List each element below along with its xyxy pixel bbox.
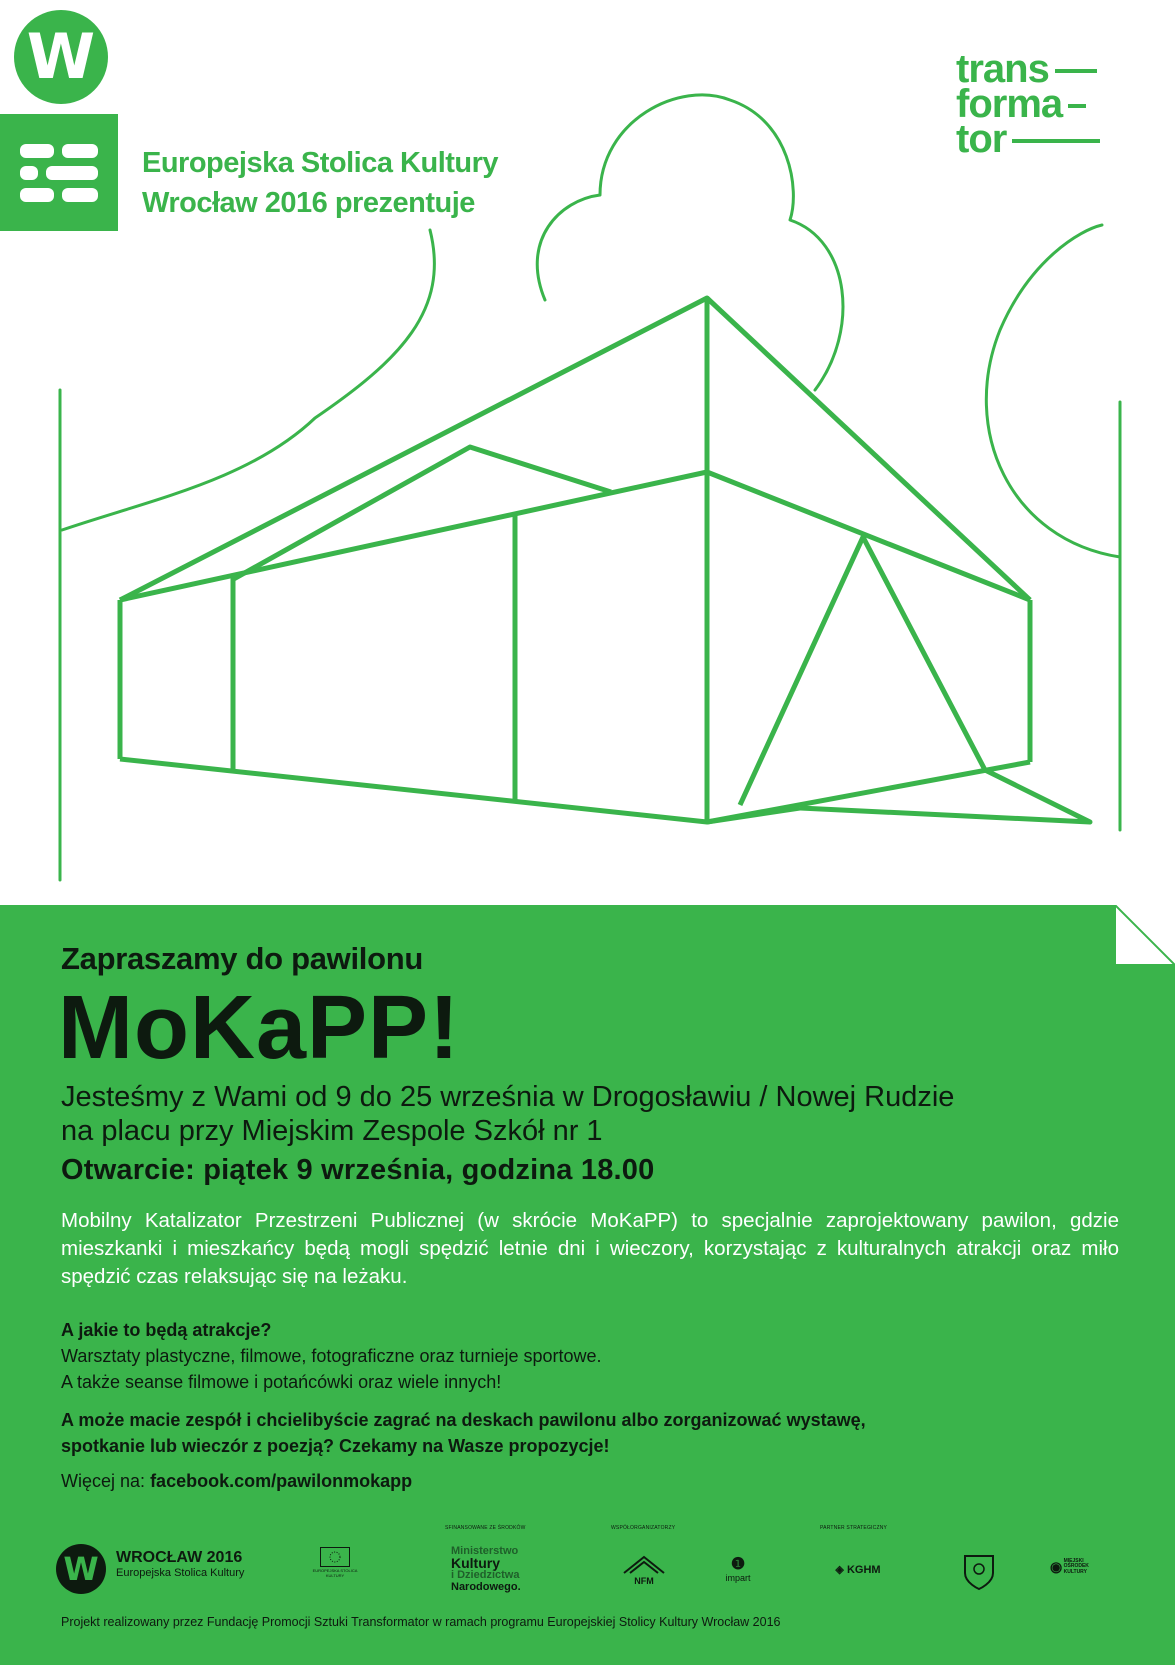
proposal (61, 1407, 866, 1459)
event-title: MoKaPP! (58, 978, 461, 1078)
mkidn-line1: Ministerstwo (451, 1545, 519, 1557)
esk-title (142, 143, 498, 223)
proposal-line1: A może macie zespół i chcielibyście zagrać na deskach pawilonu albo zorganizować wystawę, (61, 1410, 866, 1430)
esk-title-line2: Wrocław 2016 prezentuje (142, 187, 475, 219)
page-fold-corner (1115, 905, 1175, 965)
impart-text: impart (725, 1572, 751, 1583)
mok-text: MIEJSKI OŚRODEK KULTURY (1063, 1558, 1089, 1575)
attractions-line1: Warsztaty plastyczne, filmowe, fotograficzne oraz turnieje sportowe. (61, 1346, 602, 1366)
impart-icon: ❶ (730, 1556, 746, 1573)
esk-title-line1: Europejska Stolica Kultury (142, 147, 499, 179)
brick-icon (0, 114, 118, 231)
impart-logo (720, 1557, 756, 1583)
facebook-link[interactable]: facebook.com/pawilonmokapp (150, 1471, 413, 1491)
opening-info: Otwarcie: piątek 9 września, godzina 18.00 (61, 1154, 655, 1186)
wroclaw-w-logo: W (14, 10, 108, 104)
financed-caption: SFINANSOWANE ZE ŚRODKÓW (445, 1525, 526, 1531)
wroclaw-2016-sub: Europejska Stolica Kultury (116, 1566, 245, 1579)
left-arc (62, 230, 434, 530)
attractions-line2: A także seanse filmowe i potańcówki oraz wiele innych! (61, 1372, 502, 1392)
nfm-text: NFM (634, 1576, 654, 1587)
eye-icon: ◉ (1050, 1558, 1063, 1575)
tree-outline (537, 95, 843, 390)
door-triangle (740, 537, 985, 805)
nfm-icon (622, 1555, 666, 1575)
transformator-line3: tor (956, 117, 1007, 161)
esk-brick-logo (0, 114, 118, 231)
wroclaw-2016-logo-icon: W (56, 1544, 106, 1594)
eu-caption: EUROPEJSKA STOLICA KULTURY (312, 1568, 358, 1578)
transformator-line1: trans (956, 47, 1049, 91)
poster-info-panel (0, 905, 1175, 1665)
transformator-logo (956, 47, 1100, 161)
footer-text: Projekt realizowany przez Fundację Promocji Sztuki Transformator w ramach programu Europejskiej Stolicy Kultury Wrocław 2016 (61, 1615, 781, 1629)
attractions-question: A jakie to będą atrakcje? (61, 1320, 272, 1340)
right-arc (986, 225, 1120, 557)
dates-line2: na placu przy Miejskim Zespole Szkół nr 1 (61, 1115, 603, 1147)
transformator-line2: forma (956, 82, 1063, 126)
description: Mobilny Katalizator Przestrzeni Publicznej (w skrócie MoKaPP) to specjalnie zaprojektowany pawilon, gdzie mieszkanki i mieszkańcy będą mogli spędzić letnie dni i wieczory, korzystając z kulturalnych atrakcji oraz miło spędzić czas relaksując się na leżaku. (61, 1209, 1119, 1288)
kghm-text: KGHM (846, 1564, 881, 1576)
mkidn-line2: Kultury (451, 1555, 500, 1571)
eu-esk-logo (310, 1547, 360, 1578)
box-top (120, 472, 1030, 600)
lead-text: Zapraszamy do pawilonu (61, 941, 424, 976)
attractions (61, 1317, 602, 1395)
dates-location (61, 1080, 954, 1148)
nfm-logo (622, 1555, 666, 1587)
coorg-caption: WSPÓŁORGANIZATORZY (611, 1525, 676, 1531)
wroclaw-2016-main: WROCŁAW 2016 (116, 1549, 243, 1566)
kghm-icon: ◈ (835, 1564, 844, 1576)
more-label: Więcej na: (61, 1471, 146, 1491)
dates-line1: Jesteśmy z Wami od 9 do 25 września w Drogosławiu / Nowej Rudzie (61, 1081, 955, 1113)
mkidn-line3: i Dziedzictwa (451, 1569, 520, 1581)
eu-flag-icon (320, 1547, 350, 1567)
roof-ridge-right (707, 298, 1030, 600)
kghm-logo (828, 1565, 888, 1577)
more-info (61, 1471, 412, 1492)
wroclaw-2016-logo (116, 1549, 244, 1579)
sponsor-logos (0, 1515, 1175, 1615)
proposal-line2: spotkanie lub wieczór z poezją? Czekamy na Wasze propozycje! (61, 1436, 610, 1456)
mok-logo (1050, 1559, 1106, 1575)
mkidn-line4: Narodowego. (451, 1581, 521, 1593)
partner-caption: PARTNER STRATEGICZNY (820, 1525, 888, 1531)
nowa-ruda-crest-icon (962, 1553, 996, 1591)
mkidn-logo (451, 1545, 521, 1593)
roof-ridge-left (120, 298, 707, 600)
